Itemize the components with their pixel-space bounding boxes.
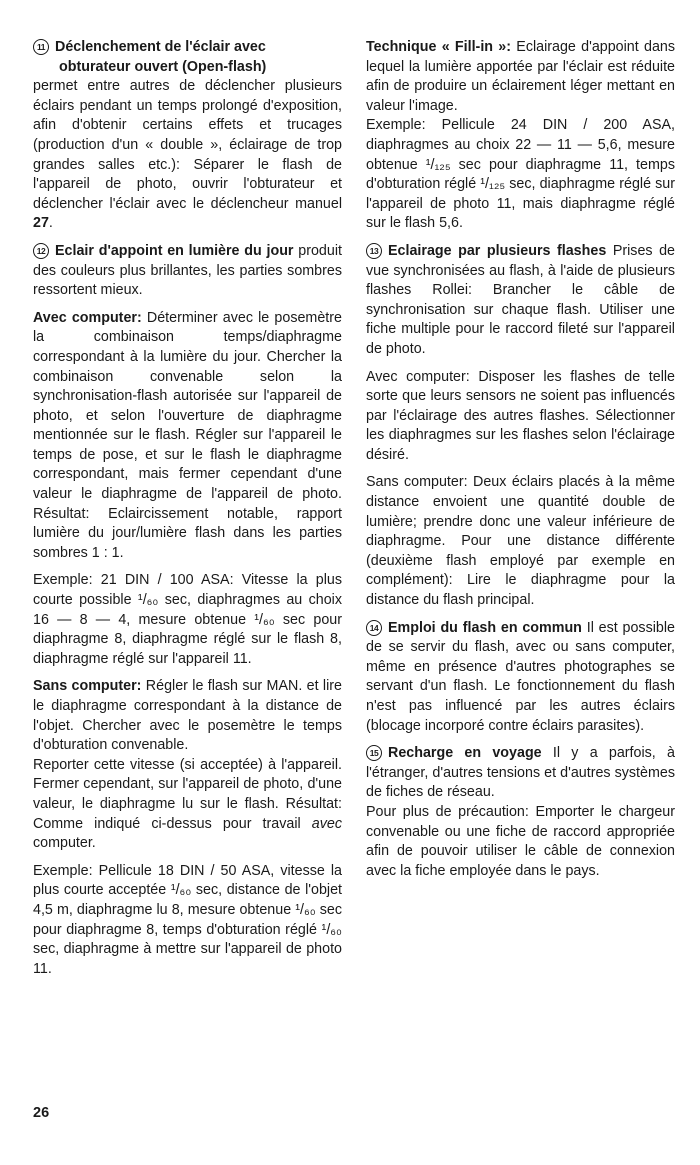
section-15-title: Recharge en voyage xyxy=(388,745,542,762)
sans-computer-lead: Sans computer: xyxy=(33,678,142,695)
section-12-body: produit des couleurs plus brillantes, les parties sombres ressortent mieux. xyxy=(33,242,342,299)
precaution-paragraph: Pour plus de précaution: Emporter le chargeur convenable ou une fiche de raccord appropriée afin de pouvoir utiliser le câble de connexion avec la fiche employée dans le pays. xyxy=(366,803,675,879)
avec-computer-lead: Avec computer: xyxy=(33,309,142,326)
example-2: Exemple: Pellicule 18 DIN / 50 ASA, vitesse la plus courte acceptée ¹/₆₀ sec, distance de l'objet 4,5 m, diaphragme lu 8, mesure obtenue ¹/₆₀ sec pour diaphragme 8, temps d'obturation réglé ¹/₆₀ sec, diaphragme à mettre sur l'appareil de photo 11. xyxy=(33,862,342,977)
section-12-title: Eclair d'appoint en lumière du jour xyxy=(55,242,294,259)
section-12 xyxy=(33,242,342,301)
avec-computer-2: Avec computer: Disposer les flashes de telle sorte que leurs sensors ne soient pas influencés par l'éclairage des autres flashes. Sélectionner les diaphragmes sur les flashes selon l'éclairage désiré. xyxy=(366,368,675,463)
section-14 xyxy=(366,619,675,737)
section-15 xyxy=(366,744,675,803)
section-13-body: Prises de vue synchronisées au flash, à l'aide de plusieurs flashes Rollei: Brancher le câble de synchronisation sur chaque flash. Utiliser une fiche multiple pour le raccord fileté sur l'appareil de photo. xyxy=(366,242,675,357)
sans-computer-paragraph: Sans computer: Régler le flash sur MAN. et lire le diaphragme correspondant à la distance de l'objet. Chercher avec le posemètre le temps d'obturation convenable. xyxy=(33,678,342,754)
section-11-body: permet entre autres de déclencher plusieurs éclairs pendant un temps prolongé d'exposition, afin d'obtenir certains effets et trucages (production d'un « double », éclairage de trop grandes salles etc.): Séparer le flash de l'appareil de photo, ouvrir l'obturateur et déclencher l'éclair avec le déclencheur manuel 27. xyxy=(33,78,342,232)
report-paragraph: Reporter cette vitesse (si acceptée) à l'appareil. Fermer cependant, sur l'appareil de photo, d'une valeur, le diaphragme lu sur le flash. Résultat: Comme indiqué ci-dessus pour travail avec computer. xyxy=(33,756,342,852)
section-number-11: 11 xyxy=(33,39,49,55)
section-14-body: Il est possible de se servir du flash, avec ou sans computer, même en présence d'autres photographes se servant d'un flash. Le fonctionnement du flash n'est pas influencé par les autres éclairs (blocage incorporé contre éclairs parasites). xyxy=(366,619,675,734)
avec-italic: avec xyxy=(311,815,342,832)
section-11-heading xyxy=(33,38,342,77)
section-number-15: 15 xyxy=(366,745,382,761)
fill-in-lead: Technique « Fill-in »: xyxy=(366,39,512,55)
section-11-title-line1: Déclenchement de l'éclair avec xyxy=(55,39,266,55)
section-13 xyxy=(366,242,675,360)
section-14-title: Emploi du flash en commun xyxy=(388,619,582,636)
left-column xyxy=(33,38,342,987)
right-column xyxy=(366,38,675,889)
section-number-12: 12 xyxy=(33,243,49,259)
avec-computer-paragraph: Avec computer: Déterminer avec le posemètre la combinaison temps/diaphragme correspondant à la lumière du jour. Chercher la combinaison convenable selon la synchronisation-flash autorisée sur l'appareil de photo, et selon l'ouverture de diaphragme mentionnée sur le flash. Régler sur l'appareil le temps de pose, et sur le flash le diaphragme correspondant, mais fermer cependant d'une valeur le diaphragme de l'appareil de photo. Résultat: Eclaircissement notable, rapport lumière du jour/lumière flash dans les parties sombres 1 : 1. xyxy=(33,309,342,561)
example-1: Exemple: 21 DIN / 100 ASA: Vitesse la plus courte possible ¹/₆₀ sec, diaphragmes au choix 16 — 8 — 4, mesure obtenue ¹/₆₀ sec pour diaphragme 8, diaphragme réglé sur le flash 8, diaphragme réglé sur l'appareil 11. xyxy=(33,572,342,667)
section-15-body: Il y a parfois, à l'étranger, d'autres tensions et d'autres systèmes de fiches de réseau. xyxy=(366,745,675,801)
section-13-title: Eclairage par plusieurs flashes xyxy=(388,242,607,259)
section-number-13: 13 xyxy=(366,243,382,259)
reference-27: 27 xyxy=(33,215,49,232)
sans-computer-2: Sans computer: Deux éclairs placés à la même distance envoient une quantité double de lumière; prendre donc une valeur inférieure de diaphragme. Pour une distance différente (deuxième flash employé par exemple en complément): Lire le diaphragme pour la distance du flash principal. xyxy=(366,474,675,609)
page-number: 26 xyxy=(33,1105,50,1121)
fill-in-paragraph: Technique « Fill-in »: Eclairage d'appoint dans lequel la lumière apportée par l'éclair est réduite afin de produire un éclairement léger mettant en valeur l'image. xyxy=(366,39,675,114)
section-11-title-line2: obturateur ouvert (Open-flash) xyxy=(59,58,267,75)
example-3: Exemple: Pellicule 24 DIN / 200 ASA, diaphragmes au choix 22 — 11 — 5,6, mesure obtenue ¹/₁₂₅ sec pour diaphragme 11, temps d'obturation réglé ¹/₁₂₅ sec, diaphragme réglé sur l'appareil de photo 11, mais diaphragme réglé sur le flash 5,6. xyxy=(366,117,675,232)
section-number-14: 14 xyxy=(366,620,382,636)
